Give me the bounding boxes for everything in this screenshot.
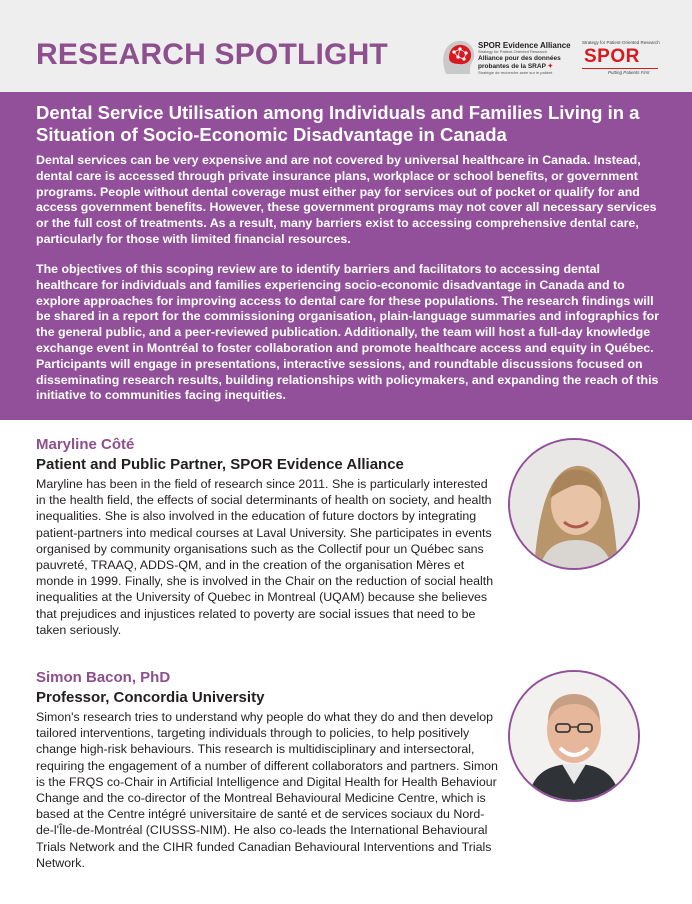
portrait-maryline-cote (508, 438, 640, 570)
person-bio: Simon's research tries to understand why people do what they do and then develop tailored interventions, targeting individuals through to policies, to help positively change high-risk behaviours. This research is multidisciplinary and intersectoral, requiring the engagement of a number of different collaborators and partners. Simon is the FRQS co-Chair in Artificial Intelligence and Digital Health for Health Behaviour Change and the co-director of the Montreal Behavioural Medicine Centre, which is based at the Centre intégré universitaire de santé et de services sociaux du Nord-de-l'Île-de-Montréal (CIUSSS-NIM). He also co-leads the International Behavioural Trials Network and the CIHR funded Canadian Behavioural Interventions and Trials Network. (36, 710, 498, 870)
person-photo-icon (510, 672, 638, 800)
evidence-alliance-french-text: probantes de la SRAP (478, 63, 546, 70)
person-bio: Maryline has been in the field of research since 2011. She is particularly interested in the health field, the effects of social determinants of health on society, and health inequalities. She is also involved in the education of future doctors by integrating patient-partners into medical courses at Laval University. She participates in events organised by community organisations such as the Collectif pour un Québec sans pauvreté, TRAAQ, ADDS-QM, and in the creation of the organisation Mères et monde in 1999. Finally, she is involved in the Chair on the reduction of social health inequalities at the University of Quebec in Montreal (UQAM) because she believes that prejudices and injustices related to poverty are social issues that need to be taken seriously. (36, 477, 494, 637)
brain-head-icon (440, 38, 476, 78)
project-objectives-paragraph: The objectives of this scoping review are to identify barriers and facilitators to accessing dental healthcare for individuals and families experiencing socio-economic disadvantage in Canada and to explore approaches for improving access to dental care for these populations. The research findings will be shared in a report for the commissioning organisation, plain-language summaries and infographics for the general public, and a peer-reviewed publication. Additionally, the team will host a full-day knowledge exchange event in Montréal to foster collaboration and promote healthcare access and equity in Québec. Participants will engage in presentations, interactive sessions, and roundtable discussions focused on disseminating research results, building relationships with policymakers, and expanding the reach of this initiative to communities facing inequities. (36, 262, 660, 403)
person-role: Professor, Concordia University (36, 689, 265, 706)
page-header (0, 0, 692, 92)
page-title: RESEARCH SPOTLIGHT (36, 38, 388, 71)
person-name: Maryline Côté (36, 436, 135, 453)
evidence-alliance-title: SPOR Evidence Alliance (478, 41, 571, 50)
evidence-alliance-french-subtitle: Stratégie de recherche axée sur le patient (478, 70, 553, 75)
evidence-alliance-subtitle: Strategy for Patient-Oriented Research (478, 49, 548, 54)
spor-strapline: Strategy for Patient-Oriented Research (582, 40, 660, 45)
project-summary-banner (0, 92, 692, 420)
person-role: Patient and Public Partner, SPOR Evidence Alliance (36, 456, 404, 473)
spor-wordmark: SPOR (584, 46, 640, 67)
project-title: Dental Service Utilisation among Individuals and Families Living in a Situation of Socio-Economic Disadvantage in Canada (36, 102, 640, 145)
spor-tagline: Putting Patients First (608, 70, 650, 75)
evidence-alliance-french-line1: Alliance pour des données (478, 55, 561, 62)
spor-logo (580, 40, 660, 78)
evidence-alliance-french-line2 (478, 62, 553, 70)
project-background-paragraph: Dental services can be very expensive and are not covered by universal healthcare in Canada. Instead, dental care is accessed through private insurance plans, workplace or school benefits, or government programs. People without dental coverage must either pay for services out of pocket or qualify for and access government benefits. However, these government programs may not cover all necessary services or the full cost of treatments. As a result, many barriers exist to accessing comprehensive dental care, particularly for those with limited financial resources. (36, 153, 657, 246)
person-photo-icon (510, 440, 638, 568)
star-icon: ✦ (547, 63, 554, 70)
spor-divider (582, 68, 658, 69)
person-name: Simon Bacon, PhD (36, 669, 171, 686)
portrait-simon-bacon (508, 670, 640, 802)
spor-evidence-alliance-logo (440, 38, 572, 78)
